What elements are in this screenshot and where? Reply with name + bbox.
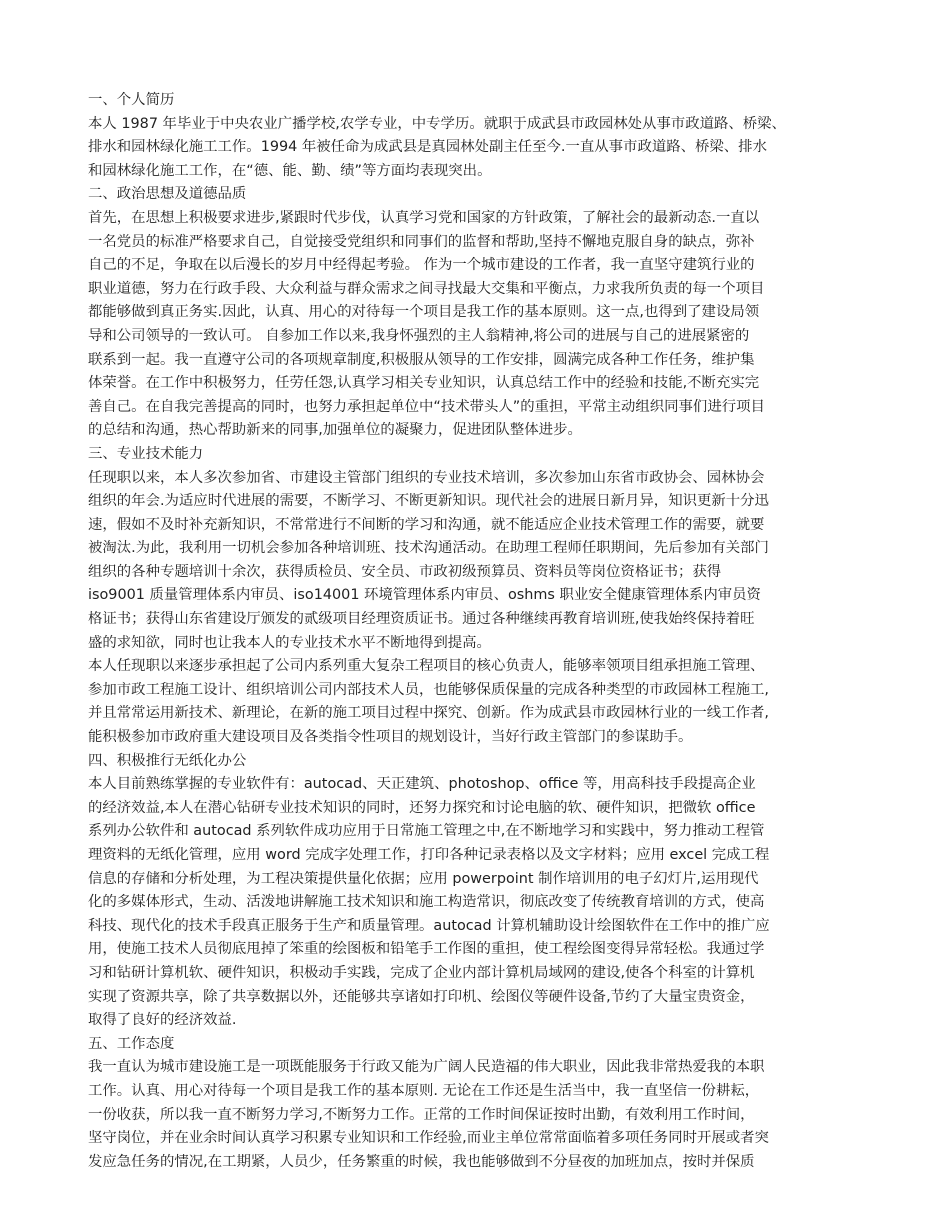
text-line: 格证书；获得山东省建设厅颁发的贰级项目经理资质证书。通过各种继续再教育培训班,使我始终保持着旺 [88,611,755,628]
text-line: 首先，在思想上积极要求进步,紧跟时代步伐，认真学习党和国家的方针政策，了解社会的最新动态.一直以 [88,209,760,226]
text-line: 导和公司领导的一致认可。 自参加工作以来,我身怀强烈的主人翁精神,将公司的进展与自己的进展紧密的 [88,327,750,344]
heading-paperless-office: 四、积极推行无纸化办公 [88,752,247,769]
text-line: 和园林绿化施工工作，在“德、能、勤、绩”等方面均表现突出。 [88,162,492,179]
text-line: 习和钻研计算机软、硬件知识，积极动手实践，完成了企业内部计算机局域网的建设,使各个科室的计算机 [88,964,755,981]
text-line: 化的多媒体形式，生动、活泼地讲解施工技术知识和施工构造常识，彻底改变了传统教育培训的方式，使高 [88,894,765,911]
text-line: 参加市政工程施工设计、组织培训公司内部技术人员，也能够保质保量的完成各种类型的市政园林工程施工, [88,681,769,698]
text-line: 体荣誉。在工作中积极努力，任劳任怨,认真学习相关专业知识，认真总结工作中的经验和技能,不断充实完 [88,375,760,392]
text-line: 被淘汰.为此，我利用一切机会参加各种培训班、技术沟通活动。在助理工程师任职期间，先后参加有关部门 [88,540,769,557]
text-line: 信息的存储和分析处理，为工程决策提供量化依据；应用 powerpoint 制作培训用的电子幻灯片,运用现代 [88,870,759,887]
text-line: 善自己。在自我完善提高的同时，也努力承担起单位中“技术带头人”的重担，平常主动组织同事们进行项目 [88,398,765,415]
text-line: 组织的各种专题培训十余次，获得质检员、安全员、市政初级预算员、资料员等岗位资格证书；获得 [88,563,722,580]
text-line: 职业道德，努力在行政手段、大众利益与群众需求之间寻找最大交集和平衡点，力求我所负责的每一个项目 [88,280,765,297]
heading-work-attitude: 五、工作态度 [88,1035,175,1052]
text-line: 发应急任务的情况,在工期紧，人员少，任务繁重的时候，我也能够做到不分昼夜的加班加点，按时并保质 [88,1153,755,1170]
text-line: 速，假如不及时补充新知识，不常常进行不间断的学习和沟通，就不能适应企业技术管理工作的需要，就要 [88,516,765,533]
text-line: iso9001 质量管理体系内审员、iso14001 环境管理体系内审员、oshms 职业安全健康管理体系内审员资 [88,587,761,604]
text-line: 盛的求知欲，同时也让我本人的专业技术水平不断地得到提高。 [88,634,491,651]
heading-personal-resume: 一、个人简历 [88,92,175,108]
text-line: 一名党员的标准严格要求自己，自觉接受党组织和同事们的监督和帮助,坚持不懈地克服自身的缺点，弥补 [88,233,755,250]
text-line: 能积极参加市政府重大建设项目及各类指令性项目的规划设计，当好行政主管部门的参谋助手。 [88,729,693,746]
text-line: 坚守岗位，并在业余时间认真学习积累专业知识和工作经验,而业主单位常常面临着多项任务同时开展或者突 [88,1130,769,1147]
heading-professional-skills: 三、专业技术能力 [88,445,204,462]
text-line: 取得了良好的经济效益. [88,1012,237,1029]
text-line: 工作。认真、用心对待每一个项目是我工作的基本原则. 无论在工作还是生活当中，我一直坚信一份耕耘， [88,1082,760,1099]
text-line: 本人目前熟练掌握的专业软件有：autocad、天正建筑、photoshop、office 等，用高科技手段提高企业 [88,776,756,793]
heading-political-thought: 二、政治思想及道德品质 [88,186,247,203]
text-line: 科技、现代化的技术手段真正服务于生产和质量管理。autocad 计算机辅助设计绘图软件在工作中的推广应 [88,917,770,934]
text-line: 用，使施工技术人员彻底甩掉了笨重的绘图板和铅笔手工作图的重担，使工程绘图变得异常轻松。我通过学 [88,941,765,958]
text-line: 我一直认为城市建设施工是一项既能服务于行政又能为广阔人民造福的伟大职业，因此我非常热爱我的本职 [88,1059,765,1076]
text-line: 系列办公软件和 autocad 系列软件成功应用于日常施工管理之中,在不断地学习和实践中，努力推动工程管 [88,823,765,840]
text-line: 本人 1987 年毕业于中央农业广播学校,农学专业，中专学历。就职于成武县市政园林处从事市政道路、桥梁、 [88,115,786,132]
document-body [88,89,868,1174]
text-line: 一份收获，所以我一直不断努力学习,不断努力工作。正常的工作时间保证按时出勤，有效利用工作时间， [88,1106,755,1123]
text-line: 组织的年会.为适应时代进展的需要，不断学习、不断更新知识。现代社会的进展日新月异，知识更新十分迅 [88,493,769,510]
text-line: 自己的不足，争取在以后漫长的岁月中经得起考验。 作为一个城市建设的工作者，我一直坚守建筑行业的 [88,257,755,274]
text-line: 并且常常运用新技术、新理论，在新的施工项目过程中探究、创新。作为成武县市政园林行业的一线工作者, [88,705,769,722]
text-line: 理资料的无纸化管理，应用 word 完成字处理工作，打印各种记录表格以及文字材料；应用 excel 完成工程 [88,847,770,863]
text-line: 排水和园林绿化施工工作。1994 年被任命为成武县是真园林处副主任至今.一直从事市政道路、桥梁、排水 [88,139,767,156]
text-line: 本人任现职以来逐步承担起了公司内系列重大复杂工程项目的核心负责人，能够率领项目组承担施工管理、 [88,658,765,675]
text-line: 都能够做到真正务实.因此，认真、用心的对待每一个项目是我工作的基本原则。这一点,也得到了建设局领 [88,304,760,321]
text-line: 的经济效益,本人在潜心钻研专业技术知识的同时，还努力探究和讨论电脑的软、硬件知识，把微软 office [88,799,756,816]
text-line: 联系到一起。我一直遵守公司的各项规章制度,积极服从领导的工作安排，圆满完成各种工作任务，维护集 [88,351,755,368]
text-line: 的总结和沟通，热心帮助新来的同事,加强单位的凝聚力，促进团队整体进步。 [88,422,582,439]
text-line: 任现职以来，本人多次参加省、市建设主管部门组织的专业技术培训，多次参加山东省市政协会、园林协会 [88,469,765,486]
text-line: 实现了资源共享，除了共享数据以外，还能够共享诸如打印机、绘图仪等硬件设备,节约了大量宝贵资金， [88,988,755,1005]
